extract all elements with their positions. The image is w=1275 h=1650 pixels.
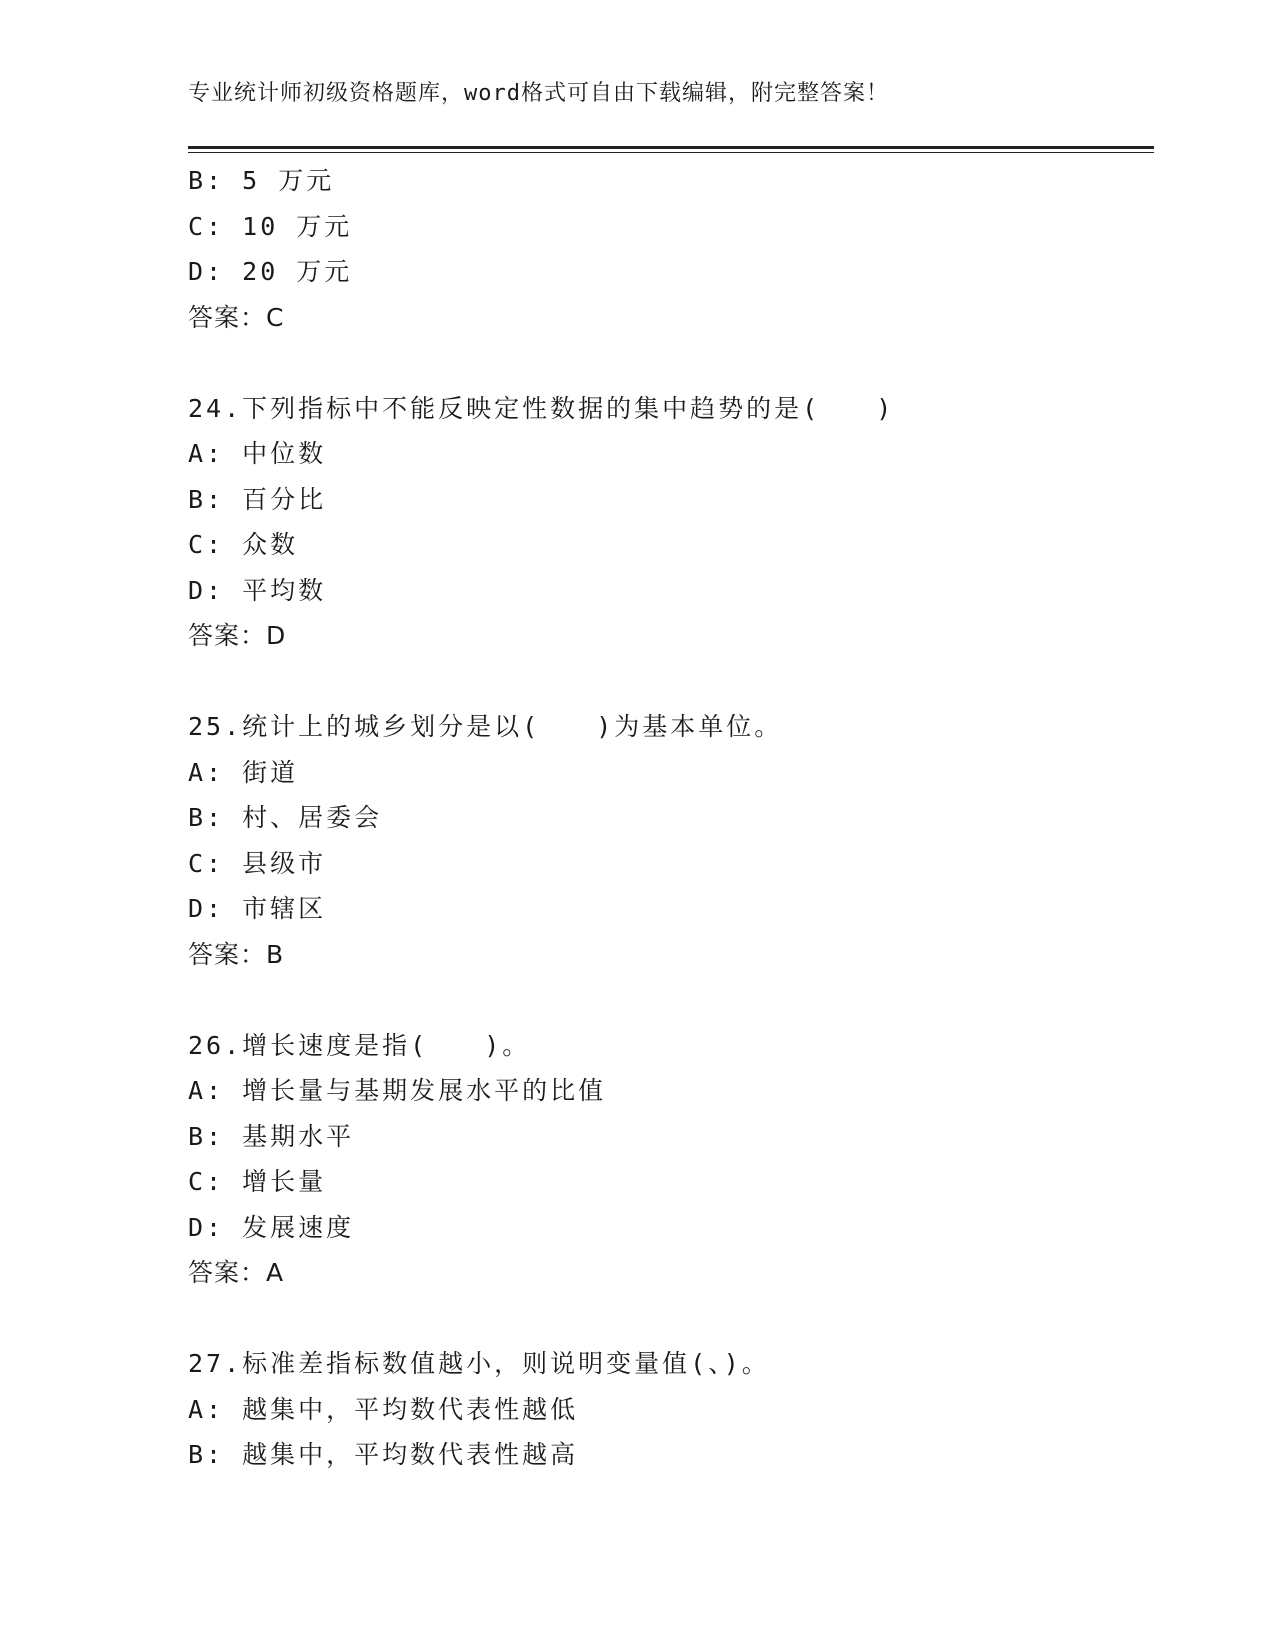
option-d: D: 平均数 xyxy=(188,575,327,605)
spacer xyxy=(188,977,1148,1023)
spacer xyxy=(188,659,1148,705)
answer-line: 答案：C xyxy=(188,302,285,332)
header-rule-thin xyxy=(188,152,1154,153)
page-header: 专业统计师初级资格题库，word格式可自由下载编辑，附完整答案！ xyxy=(188,81,889,106)
question-stem: 24.下列指标中不能反映定性数据的集中趋势的是( ) xyxy=(188,393,895,423)
option-c: C: 增长量 xyxy=(188,1167,327,1196)
header-rule-thick xyxy=(188,146,1154,149)
answer-line: 答案：A xyxy=(188,1258,285,1287)
option-c: C: 10 万元 xyxy=(188,211,353,241)
answer-line: 答案：B xyxy=(188,939,285,969)
option-c: C: 众数 xyxy=(188,530,299,559)
option-b: B: 5 万元 xyxy=(188,166,335,195)
option-b: B: 村、居委会 xyxy=(188,803,383,832)
question-26 xyxy=(188,1023,1148,1296)
question-stem: 27.标准差指标数值越小，则说明变量值(、)。 xyxy=(188,1349,770,1378)
spacer xyxy=(188,1296,1148,1342)
option-b: B: 基期水平 xyxy=(188,1121,355,1151)
question-stem: 26.增长速度是指( )。 xyxy=(188,1030,531,1060)
question-stem: 25.统计上的城乡划分是以( )为基本单位。 xyxy=(188,712,783,741)
question-23-tail xyxy=(188,158,1148,340)
option-a: A: 增长量与基期发展水平的比值 xyxy=(188,1076,607,1105)
spacer xyxy=(188,340,1148,386)
question-25 xyxy=(188,704,1148,977)
option-b: B: 越集中，平均数代表性越高 xyxy=(188,1440,579,1469)
option-d: D: 发展速度 xyxy=(188,1212,355,1242)
answer-line: 答案：D xyxy=(188,621,287,650)
document-body xyxy=(188,158,1148,1478)
option-a: A: 街道 xyxy=(188,757,299,787)
option-d: D: 20 万元 xyxy=(188,257,353,286)
option-c: C: 县级市 xyxy=(188,848,327,878)
option-a: A: 中位数 xyxy=(188,439,327,468)
option-a: A: 越集中，平均数代表性越低 xyxy=(188,1394,579,1424)
question-27 xyxy=(188,1341,1148,1478)
option-b: B: 百分比 xyxy=(188,484,327,514)
question-24 xyxy=(188,386,1148,659)
option-d: D: 市辖区 xyxy=(188,894,327,923)
